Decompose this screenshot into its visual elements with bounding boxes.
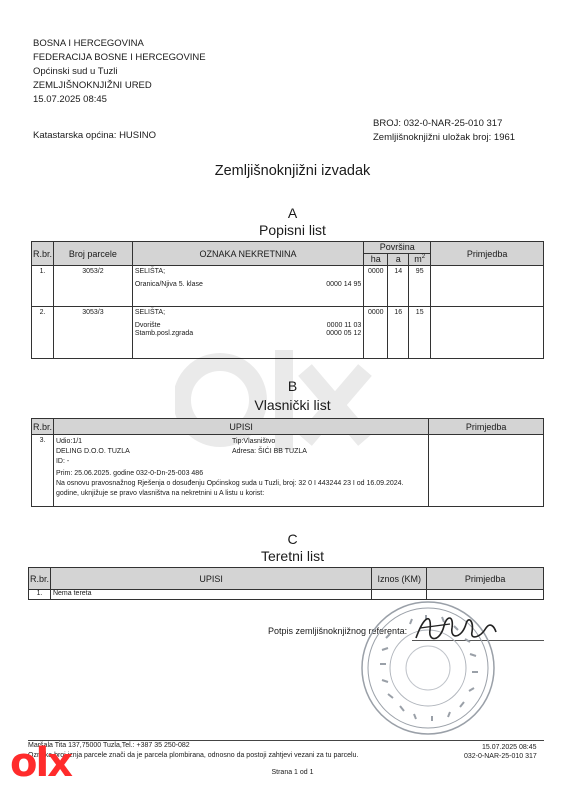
owner-id: ID: - [55, 458, 70, 465]
row-number: 1. [29, 590, 51, 600]
land-use-area: 0000 11 03 [326, 322, 362, 329]
ownership-table [31, 418, 544, 507]
parcel-number: 3053/2 [53, 266, 132, 307]
area-ha: 0000 [364, 266, 388, 307]
footer-date: 15.07.2025 08:45 [482, 744, 537, 751]
footer-rule [28, 740, 544, 741]
area-a: 16 [388, 307, 409, 359]
area-a: 14 [388, 266, 409, 307]
legal-basis: Na osnovu pravosnažnog Rješenja o dosuđenju Općinskog suda u Tuzli, broj: 32 0 I 443244 23 I od 16.09.2024. [55, 480, 404, 487]
legal-basis-cont: godine, uknjižuje se pravo vlasništva na nekretnini u A listu u korist: [55, 490, 265, 497]
location-name: SELIŠTA; [134, 309, 166, 316]
land-register-number: Zemljišnoknjižni uložak broj: 1961 [373, 132, 516, 143]
section-b-letter: B [287, 378, 298, 394]
encumbrance-entry: Nema tereta [50, 590, 371, 600]
col-property-designation: OZNAKA NEKRETNINA [132, 242, 363, 266]
col-parcel-number: Broj parcele [53, 242, 132, 266]
land-use-line [133, 316, 363, 329]
document-title: Zemljišnoknjižni izvadak [214, 163, 371, 179]
section-c-title: Teretni list [260, 548, 325, 564]
col-area: Površina [364, 242, 431, 254]
section-c-letter: C [287, 531, 298, 547]
share-line [56, 437, 426, 447]
land-use-area: 0000 05 12 [326, 330, 362, 337]
remark [429, 435, 544, 507]
col-m2: $m^2$ [409, 254, 431, 266]
owner-line [56, 447, 426, 457]
land-use: Dvorište [134, 322, 161, 329]
signature-label: Potpis zemljišnoknjižnog referenta: [268, 626, 408, 636]
issuer-block [33, 37, 206, 107]
col-remark: Primjedba [429, 419, 544, 435]
table-row [32, 435, 544, 507]
section-b-title: Vlasnički list [254, 397, 331, 413]
land-use-line [133, 329, 363, 337]
location-name: SELIŠTA; [134, 268, 166, 275]
owner-address: Adresa: ŠIĆI BB TUZLA [231, 448, 307, 455]
property-designation [132, 266, 363, 307]
col-rbr: R.br. [32, 419, 54, 435]
parcel-note: Oznaka broj iznja parcele znači da je parcela plombirana, odnosno da postoji zahtjevi vezani za tu parcelu. [28, 752, 359, 759]
land-use: Oranica/Njiva 5. klase [134, 281, 203, 288]
table-row [32, 266, 544, 307]
col-entries: UPISI [53, 419, 428, 435]
cadastral-municipality: Katastarska općina: HUSINO [33, 130, 157, 141]
owner-name: DELING D.O.O. TUZLA [55, 448, 130, 455]
row-number: 1. [32, 266, 54, 307]
row-number: 3. [32, 435, 54, 507]
page-number: Strana 1 od 1 [271, 769, 314, 776]
handwritten-signature [410, 608, 500, 648]
land-use-line [133, 275, 363, 288]
col-entries: UPISI [50, 568, 371, 590]
issuer-line: FEDERACIJA BOSNE I HERCEGOVINE [33, 52, 206, 63]
area-ha: 0000 [364, 307, 388, 359]
document-number: BROJ: 032-0-NAR-25-010 317 [373, 118, 503, 129]
col-amount: Iznos (KM) [372, 568, 427, 590]
ownership-type: Tip:Vlasništvo [231, 438, 276, 445]
col-remark: Primjedba [431, 242, 544, 266]
col-a: a [388, 254, 409, 266]
issue-datetime: 15.07.2025 08:45 [33, 94, 107, 105]
remark [431, 266, 544, 307]
area-m2: 15 [409, 307, 431, 359]
land-use-area: 0000 14 95 [326, 281, 362, 288]
area-m2: 95 [409, 266, 431, 307]
issuer-line: Općinski sud u Tuzli [33, 66, 118, 77]
land-use: Stamb.posl.zgrada [134, 330, 194, 337]
issuer-line: BOSNA I HERCEGOVINA [33, 38, 144, 49]
court-address: Maršala Tita 137,75000 Tuzla,Tel.: +387 35 250-082 [28, 742, 190, 749]
received-entry: Prim: 25.06.2025. godine 032-0-Dn-25-003 486 [55, 470, 204, 477]
section-a-title: Popisni list [259, 222, 326, 238]
col-rbr: R.br. [32, 242, 54, 266]
row-number: 2. [32, 307, 54, 359]
issuer-line: ZEMLJIŠNOKNJIŽNI URED [33, 80, 152, 91]
footer-number: 032-0-NAR-25-010 317 [464, 753, 537, 760]
col-remark: Primjedba [427, 568, 544, 590]
parcel-number: 3053/3 [53, 307, 132, 359]
remark [431, 307, 544, 359]
encumbrance-table [28, 567, 544, 600]
col-ha: ha [364, 254, 388, 266]
olx-logo: olx [10, 740, 71, 786]
section-a-letter: A [287, 205, 298, 221]
col-rbr: R.br. [29, 568, 51, 590]
ownership-entry [53, 435, 428, 507]
share: Udio:1/1 [55, 438, 83, 445]
